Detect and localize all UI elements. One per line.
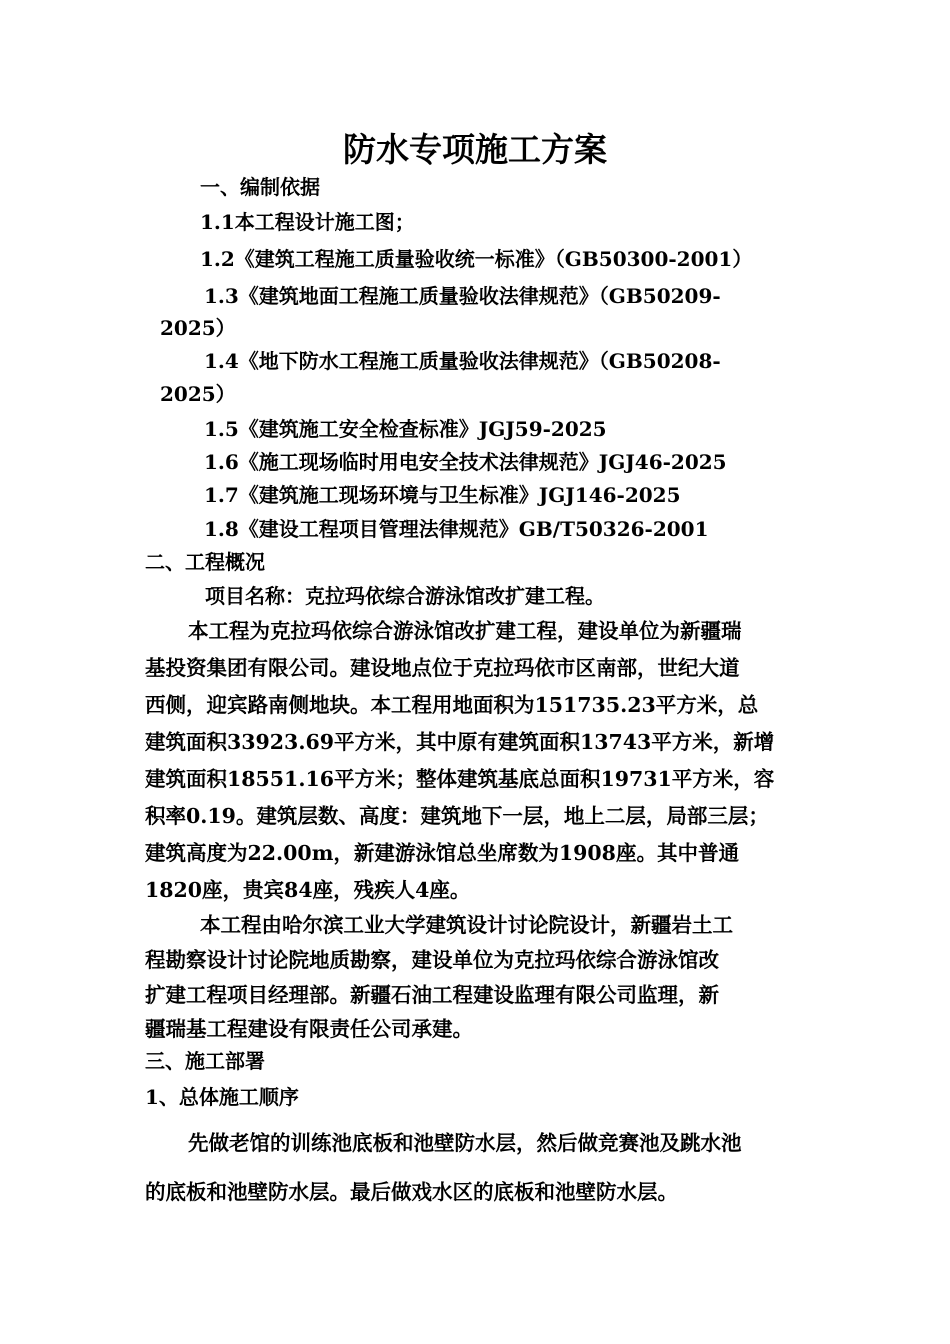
reference-item-continuation: 2025） <box>160 316 236 340</box>
document-title: 防水专项施工方案 <box>343 130 607 169</box>
reference-item: 1.3《建筑地面工程施工质量验收法律规范》（GB50209- <box>204 284 721 308</box>
paragraph-line: 本工程为克拉玛依综合游泳馆改扩建工程，建设单位为新疆瑞 <box>188 619 742 643</box>
subsection-heading: 1、总体施工顺序 <box>145 1085 299 1109</box>
reference-item: 1.8《建设工程项目管理法律规范》GB/T50326-2001 <box>204 517 709 541</box>
reference-item: 1.6《施工现场临时用电安全技术法律规范》JGJ46-2025 <box>204 450 727 474</box>
reference-item: 1.7《建筑施工现场环境与卫生标准》JGJ146-2025 <box>204 483 681 507</box>
paragraph-line: 建筑面积33923.69平方米，其中原有建筑面积13743平方米，新增 <box>145 730 775 754</box>
reference-item: 1.1本工程设计施工图； <box>200 210 415 234</box>
paragraph-line: 程勘察设计讨论院地质勘察，建设单位为克拉玛依综合游泳馆改 <box>145 948 719 972</box>
paragraph-line: 基投资集团有限公司。建设地点位于克拉玛依市区南部，世纪大道 <box>145 656 740 680</box>
section-heading-deployment: 三、施工部署 <box>145 1049 265 1073</box>
paragraph-line: 积率0.19。建筑层数、高度：建筑地下一层，地上二层，局部三层； <box>145 804 769 828</box>
project-name: 项目名称：克拉玛依综合游泳馆改扩建工程。 <box>205 584 605 608</box>
paragraph-line: 西侧，迎宾路南侧地块。本工程用地面积为151735.23平方米，总 <box>145 693 759 717</box>
paragraph-line: 先做老馆的训练池底板和池壁防水层，然后做竞赛池及跳水池 <box>188 1131 742 1155</box>
section-heading-overview: 二、工程概况 <box>145 550 265 574</box>
paragraph-line: 本工程由哈尔滨工业大学建筑设计讨论院设计，新疆岩土工 <box>200 913 733 937</box>
reference-item-continuation: 2025） <box>160 382 236 406</box>
paragraph-line: 建筑高度为22.00m，新建游泳馆总坐席数为1908座。其中普通 <box>145 841 739 865</box>
paragraph-line: 疆瑞基工程建设有限责任公司承建。 <box>145 1017 473 1041</box>
paragraph-line: 的底板和池壁防水层。最后做戏水区的底板和池壁防水层。 <box>145 1180 678 1204</box>
paragraph-line: 1820座，贵宾84座，残疾人4座。 <box>145 878 471 902</box>
reference-item: 1.5《建筑施工安全检查标准》JGJ59-2025 <box>204 417 607 441</box>
reference-item: 1.4《地下防水工程施工质量验收法律规范》（GB50208- <box>204 349 721 373</box>
reference-item: 1.2《建筑工程施工质量验收统一标准》（GB50300-2001） <box>200 247 753 271</box>
paragraph-line: 建筑面积18551.16平方米；整体建筑基底总面积19731平方米，容 <box>145 767 775 791</box>
section-heading-basis: 一、编制依据 <box>200 175 320 199</box>
paragraph-line: 扩建工程项目经理部。新疆石油工程建设监理有限公司监理，新 <box>145 983 719 1007</box>
